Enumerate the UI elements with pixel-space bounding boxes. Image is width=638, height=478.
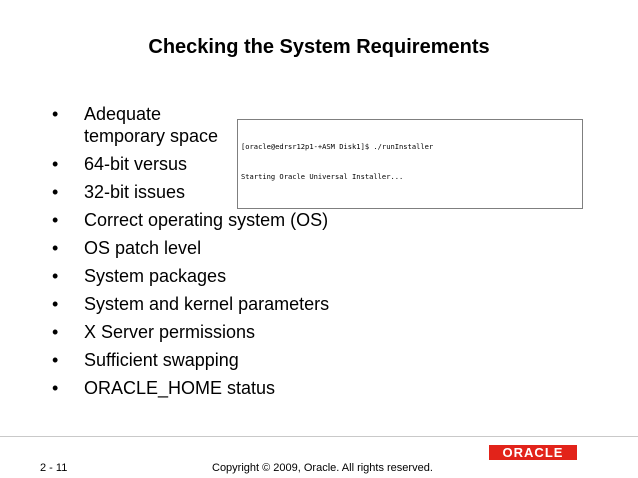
terminal-line: Starting Oracle Universal Installer... <box>241 172 404 182</box>
slide-title: Checking the System Requirements <box>148 36 490 58</box>
terminal-line <box>241 203 579 209</box>
bullet-dot: • <box>52 322 59 342</box>
bullet-dot: • <box>52 154 59 174</box>
bullet-dot: • <box>52 182 59 202</box>
terminal-line: [oracle@edrsr12p1-+ASM Disk1]$ ./runInstaller <box>241 142 434 152</box>
bullet-text: X Server permissions <box>84 322 256 342</box>
bullet-text: Sufficient swapping <box>84 350 239 370</box>
bullet-text: OS patch level <box>84 238 202 258</box>
bullet-item <box>52 293 384 321</box>
bullet-text: Adequate temporary space <box>84 104 219 146</box>
bullet-item <box>52 349 384 377</box>
bullet-dot: • <box>52 238 59 258</box>
terminal-screenshot <box>237 119 583 209</box>
oracle-logo: ORACLE <box>489 445 577 460</box>
bullet-dot: • <box>52 294 59 314</box>
bullet-dot: • <box>52 350 59 370</box>
bullet-item <box>52 265 384 293</box>
bullet-item <box>52 377 384 405</box>
bullet-text: ORACLE_HOME status <box>84 378 276 398</box>
bullet-text: 64-bit versus <box>84 154 188 174</box>
bullet-dot: • <box>52 266 59 286</box>
bullet-text: System and kernel parameters <box>84 294 330 314</box>
bullet-item <box>52 237 384 265</box>
bullet-dot: • <box>52 210 59 230</box>
bullet-item <box>52 321 384 349</box>
bullet-item <box>52 209 384 237</box>
bullet-text: 32-bit issues <box>84 182 186 202</box>
bullet-dot: • <box>52 104 59 124</box>
copyright-notice: Copyright © 2009, Oracle. All rights reserved. <box>212 462 433 474</box>
footer-divider <box>0 436 638 437</box>
bullet-dot: • <box>52 378 59 398</box>
bullet-text: Correct operating system (OS) <box>84 210 329 230</box>
bullet-text: System packages <box>84 266 227 286</box>
page-number: 2 - 11 <box>40 462 68 474</box>
